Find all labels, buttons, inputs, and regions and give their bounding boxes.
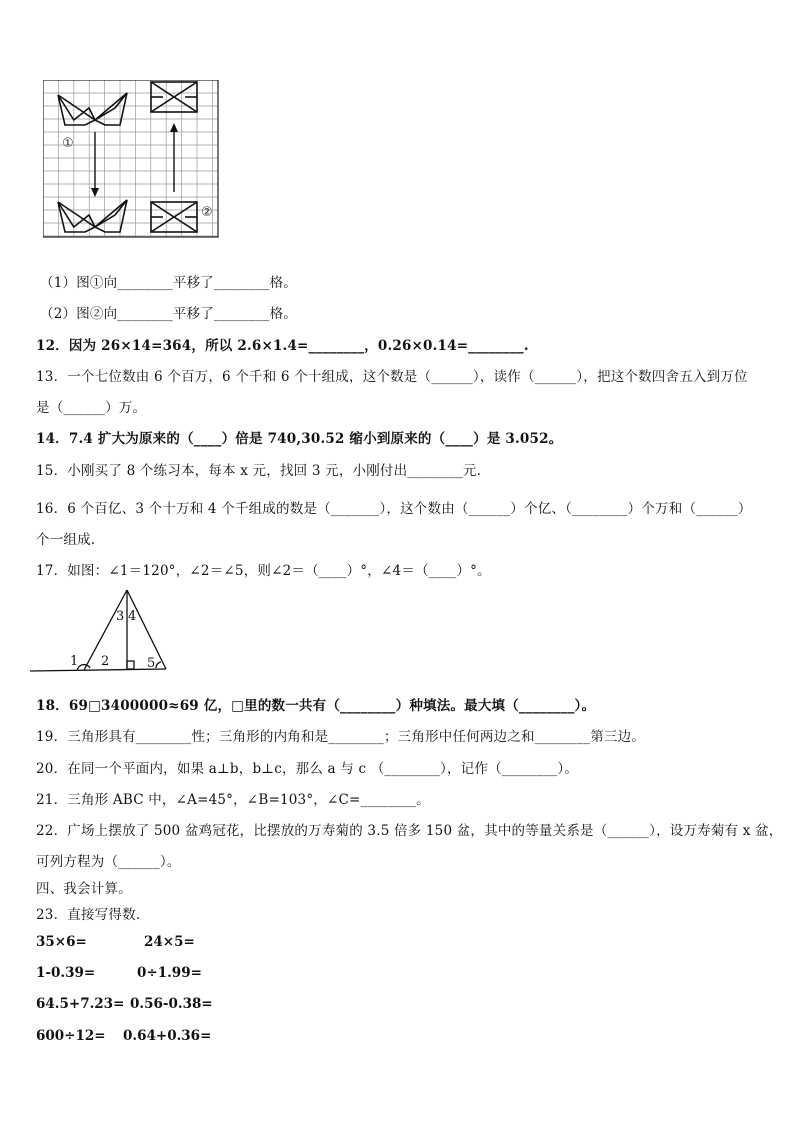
q16-line1: 16．6 个百亿、3 个十万和 4 个千组成的数是（_______），这个数由（______）个亿、（________）个万和（______） [36,501,752,517]
triangle-figure [30,588,180,680]
q19: 19．三角形具有________性；三角形的内角和是________；三角形中任何两边之和________第三边。 [36,729,646,745]
q13-line2: 是（______）万。 [36,400,147,416]
q11-part2: （2）图②向________平移了________格。 [40,306,297,322]
shape-2-label: ② [201,205,213,220]
q11-part1: （1）图①向________平移了________格。 [40,275,297,291]
q14: 14．7.4 扩大为原来的（____）倍是 740,30.52 缩小到原来的（____）是 3.052。 [36,431,563,447]
q16-line2: 个一组成. [36,532,96,548]
angle-4-label: 4 [128,609,137,624]
shape-2-translated [151,82,197,112]
angle-3-label: 3 [116,609,125,624]
calc-1b: 24×5= [144,934,195,950]
shape-2 [151,202,197,232]
q22-line2: 可列方程为（______）。 [36,854,181,870]
q17: 17．如图：∠1＝120°，∠2＝∠5，则∠2＝（____）°，∠4＝（____）°。 [36,563,491,579]
q20: 20．在同一个平面内，如果 a⊥b，b⊥c，那么 a 与 c （________），记作（________）。 [36,761,579,777]
shape-1 [58,93,127,125]
q23: 23．直接写得数. [36,907,141,923]
calc-4a: 600÷12= [36,1028,106,1044]
q12: 12．因为 26×14=364，所以 2.6×1.4=________，0.26×0.14=________. [36,338,529,354]
calc-2b: 0÷1.99= [137,965,202,981]
angle-2-label: 2 [101,654,110,669]
q22-line1: 22．广场上摆放了 500 盆鸡冠花，比摆放的万寿菊的 3.5 倍多 150 盆，其中的等量关系是（______），设万寿菊有 x 盆， [36,823,783,839]
q21: 21．三角形 ABC 中，∠A=45°，∠B=103°，∠C=________。 [36,792,430,808]
q18: 18．69□3400000≈69 亿，□里的数一共有（________）种填法。最大填（________）。 [36,698,596,714]
q13-line1: 13．一个七位数由 6 个百万，6 个千和 6 个十组成，这个数是（______），读作（______），把这个数四舍五入到万位 [36,369,748,385]
calc-3b: 0.56-0.38= [130,996,213,1012]
angle-5-label: 5 [147,656,156,671]
translation-grid-figure [43,80,219,240]
calc-3a: 64.5+7.23= [36,996,125,1012]
shape-1-translated [58,200,127,232]
q15: 15．小刚买了 8 个练习本，每本 x 元，找回 3 元，小刚付出________元. [36,463,482,479]
section-4-heading: 四、我会计算。 [36,881,132,897]
calc-2a: 1-0.39= [36,965,96,981]
angle-1-label: 1 [70,654,79,669]
shape-1-label: ① [62,136,74,151]
calc-1a: 35×6= [36,934,87,950]
calc-4b: 0.64+0.36= [123,1028,212,1044]
